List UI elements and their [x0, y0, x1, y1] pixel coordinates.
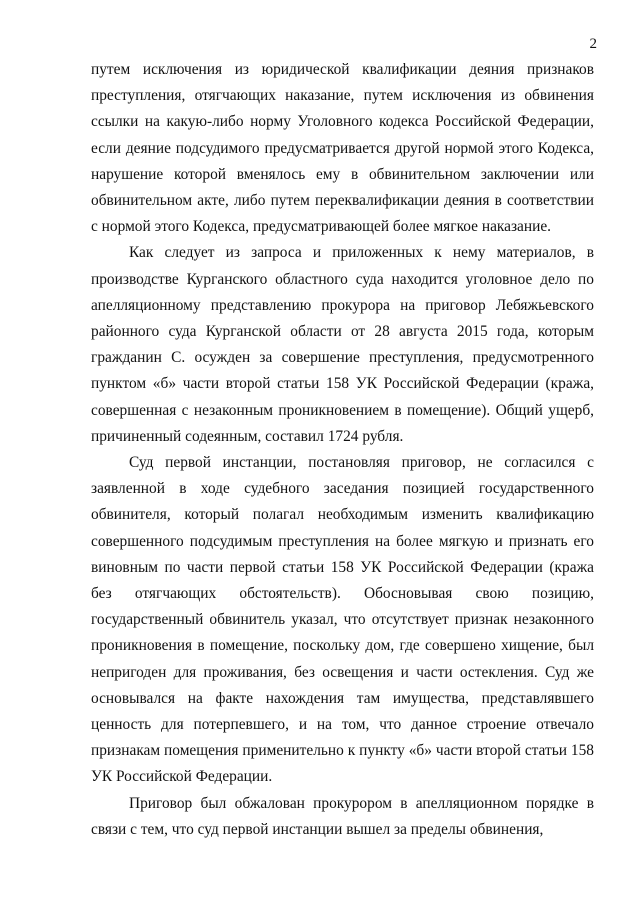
paragraph-continuation: путем исключения из юридической квалификации деяния признаков преступления, отягчающих наказание, путем исключения из обвинения ссылки на какую-либо норму Уголовного кодекса Российской Федерации, если деяние подсудимого предусматривается другой нормой этого Кодекса, нарушение которой вменялось ему в обвинительном заключении или обвинительном акте, либо путем переквалификации деяния в соответствии с нормой этого Кодекса, предусматривающей более мягкое наказание. — [91, 61, 594, 236]
paragraph-case-materials: Как следует из запроса и приложенных к нему материалов, в производстве Курганского областного суда находится уголовное дело по апелляционному представлению прокурора на приговор Лебяжьевского районного суда Курганской области от 28 августа 2015 года, которым гражданин С. осужден за совершение преступления, предусмотренного пунктом «б» части второй статьи 158 УК Российской Федерации (кража, совершенная с незаконным проникновением в помещение). Общий ущерб, причиненный содеянным, составил 1724 рубля. — [91, 244, 594, 445]
document-body — [91, 57, 594, 843]
page-number: 2 — [589, 36, 597, 52]
paragraph-appeal: Приговор был обжалован прокурором в апелляционном порядке в связи с тем, что суд первой инстанции вышел за пределы обвинения, — [91, 794, 594, 838]
paragraph-first-instance-court: Суд первой инстанции, постановляя приговор, не согласился с заявленной в ходе судебного заседания позицией государственного обвинителя, который полагал необходимым изменить квалификацию совершенного подсудимым преступления на более мягкую и признать его виновным по части первой статьи 158 УК Российской Федерации (кража без отягчающих обстоятельств). Обосновывая свою позицию, государственный обвинитель указал, что отсутствует признак незаконного проникновения в помещение, поскольку дом, где совершено хищение, был непригоден для проживания, без освещения и части остекления. Суд же основывался на факте нахождения там имущества, представлявшего ценность для потерпевшего, и на том, что данное строение отвечало признакам помещения применительно к пункту «б» части второй статьи 158 УК Российской Федерации. — [91, 454, 594, 786]
